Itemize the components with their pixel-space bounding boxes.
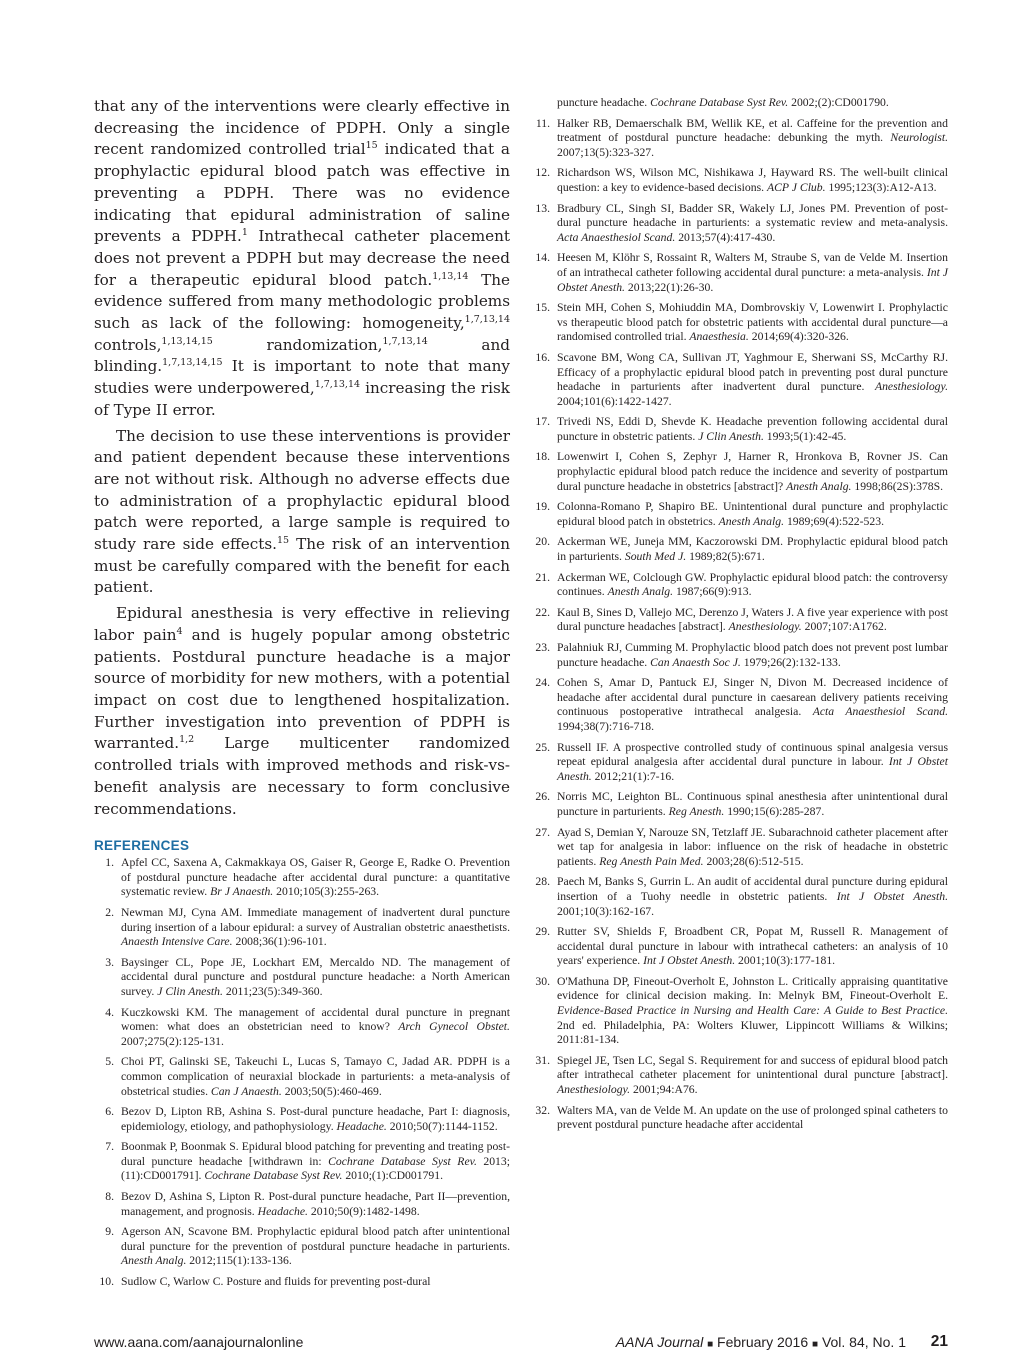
citation-superscript: 15 <box>365 140 378 152</box>
text-run: Boonmak P, Boonmak S. Epidural blood patching for preventing and treating post-dural puncture headache [withdrawn in: <box>121 1140 510 1168</box>
reference-number: 1. <box>105 856 114 870</box>
text-run: indicated that a prophylactic epidural blood patch was effective in preventing a PDPH. There was no evidence indicating that epidural administration of saline prevents a PDPH. <box>94 140 510 246</box>
citation-superscript: 1,7,13,14 <box>464 314 510 326</box>
text-run: 1994;38(7):716-718. <box>557 719 655 733</box>
reference-item <box>530 790 948 819</box>
text-run: Norris MC, Leighton BL. Continuous spinal anesthesia after unintentional dural puncture in parturients. <box>557 790 948 818</box>
citation-superscript: 1,13,14 <box>432 270 469 282</box>
text-run: Sudlow C, Warlow C. Posture and fluids for preventing post-dural <box>121 1275 431 1289</box>
text-run: O'Mathuna DP, Fineout-Overholt E, Johnston L. Critically appraising quantitative evidence for clinical decision making. In: Melnyk BM, Fineout-Overholt E. <box>557 974 948 1003</box>
page-footer <box>94 1334 948 1356</box>
journal-title: South Med J. <box>624 550 687 564</box>
journal-title: Anesthesiology. <box>874 380 948 394</box>
text-run: and is hugely popular among obstetric patients. Postdural puncture headache is a major source of morbidity for new mothers, with a potential impact on cost due to lengthened hospitalization. Further investigation into prevention of PDPH is warranted. <box>94 625 511 753</box>
reference-item <box>94 956 510 1000</box>
reference-number: 2. <box>105 905 114 919</box>
text-run: Bradbury CL, Singh SI, Badder SR, Wakely LJ, Jones PM. Prevention of post-dural puncture headache in parturients: a systematic review and meta-analysis. <box>557 201 948 230</box>
reference-number: 23. <box>535 641 550 654</box>
text-run: 1995;123(3):A12-A13. <box>825 180 937 194</box>
text-run: randomization, <box>212 335 383 354</box>
text-run: puncture headache. <box>557 96 651 109</box>
text-run: Newman MJ, Cyna AM. Immediate management of inadvertent dural puncture during insertion of a labour epidural: a survey of Australian obstetric anaesthetists. <box>121 905 510 934</box>
reference-number: 29. <box>535 925 550 939</box>
text-run: 2001;10(3):177-181. <box>735 954 836 968</box>
body-paragraph <box>94 603 510 820</box>
reference-item <box>94 1275 510 1290</box>
reference-item <box>530 571 948 600</box>
text-run: The evidence suffered from many methodologic problems such as lack of the following: homogeneity, <box>94 270 510 333</box>
text-run: 1993;5(1):42-45. <box>763 429 847 443</box>
text-run: 2010;50(9):1482-1498. <box>307 1204 420 1218</box>
text-run: 2010;(1):CD001791. <box>342 1169 444 1183</box>
text-run: Baysinger CL, Pope JE, Lockhart EM, Mercaldo ND. The management of accidental dural puncture and postdural puncture headache: a North American survey. <box>121 955 510 998</box>
body-paragraph <box>94 96 510 422</box>
text-run: Kaul B, Sines D, Vallejo MC, Derenzo J, Waters J. A five year experience with post dural puncture headaches [abstract]. <box>557 605 948 634</box>
text-run: Palahniuk RJ, Cumming M. Prophylactic blood patch does not prevent post lumbar puncture headache. <box>557 641 948 669</box>
reference-number: 7. <box>105 1140 114 1154</box>
reference-number: 12. <box>535 166 550 180</box>
text-run: It is important to note that many studies were underpowered, <box>94 357 510 398</box>
text-run: Ackerman WE, Colclough GW. Prophylactic epidural blood patch: the controversy continues. <box>557 570 948 599</box>
journal-title: Acta Anaesthesiol Scand. <box>557 230 676 244</box>
text-run: 2011;23(5):349-360. <box>222 984 323 998</box>
reference-item <box>530 741 948 785</box>
citation-superscript: 1 <box>241 227 248 239</box>
text-run: 1989;69(4):522-523. <box>784 514 884 528</box>
reference-number: 15. <box>535 301 550 315</box>
text-run: Cohen S, Amar D, Pantuck EJ, Singer N, Divon M. Decreased incidence of headache after accidental dural puncture in caesarean delivery patients receiving continuous postoperative intrathecal analgesia. <box>557 676 948 719</box>
journal-title: ACP J Club. <box>767 180 826 194</box>
journal-title: Reg Anesth. <box>668 804 725 818</box>
text-run: Agerson AN, Scavone BM. Prophylactic epidural blood patch after unintentional dural puncture for the prevention of postdural puncture headache in parturients. <box>121 1225 510 1253</box>
journal-title: Cochrane Database Syst Rev. <box>650 96 789 109</box>
text-run: that any of the interventions were clearly effective in decreasing the incidence of PDPH. Only a single recent randomized controlled trial <box>94 97 510 159</box>
reference-number: 19. <box>535 500 550 514</box>
journal-title: Can J Anaesth. <box>210 1084 282 1098</box>
reference-item <box>530 117 948 161</box>
reference-number: 11. <box>535 116 550 130</box>
journal-title: Anesthesiology. <box>557 1083 631 1097</box>
text-run: Paech M, Banks S, Gurrin L. An audit of accidental dural puncture during epidural insertion of a Tuohy needle in obstetric patients. <box>557 875 948 903</box>
reference-number: 14. <box>535 251 550 265</box>
journal-title: Int J Obstet Anesth. <box>557 755 948 783</box>
text-run: 2008;36(1):96-101. <box>232 935 327 949</box>
text-run: 2nd ed. Philadelphia, PA: Wolters Kluwer, Lippincott Williams & Wilkins; 2011:81-134. <box>557 1018 948 1047</box>
reference-number: 28. <box>535 875 550 889</box>
reference-item <box>94 856 510 900</box>
text-run: The decision to use these interventions is provider and patient dependent because these interventions are not without risk. Although no adverse effects due to administration of a prophylactic epidural blood patch were reported, a large sample is required to study rare side effects. <box>94 426 510 554</box>
text-run: 2010;105(3):255-263. <box>273 885 380 899</box>
text-run: Ackerman WE, Juneja MM, Kaczorowski DM. Prophylactic epidural blood patch in parturients. <box>557 535 948 564</box>
reference-item <box>530 166 948 195</box>
journal-title: Int J Obstet Anesth. <box>557 265 948 294</box>
text-run: Heesen M, Klöhr S, Rossaint R, Walters M, Straube S, van de Velde M. Insertion of an intrathecal catheter following accidental dural puncture: a meta-analysis. <box>557 251 948 279</box>
journal-title: Arch Gynecol Obstet. <box>398 1020 510 1034</box>
text-run: 2004;101(6):1422-1427. <box>557 394 672 408</box>
reference-item <box>94 1006 510 1050</box>
journal-title: Anaesth Intensive Care. <box>121 935 233 949</box>
text-run: 2007;275(2):125-131. <box>121 1034 224 1048</box>
reference-item <box>530 925 948 969</box>
journal-title: Anesth Analg. <box>607 585 674 599</box>
reference-item <box>530 606 948 635</box>
citation-superscript: 15 <box>276 535 290 547</box>
reference-item <box>94 1105 510 1134</box>
journal-title: Neurologist. <box>890 131 948 145</box>
page-number: 21 <box>930 1333 948 1350</box>
references-heading: REFERENCES <box>94 838 190 854</box>
text-run: 2001;94:A76. <box>630 1083 698 1097</box>
citation-superscript: 1,13,14,15 <box>161 335 213 347</box>
reference-item <box>530 351 948 409</box>
text-run: 2007;13(5):323-327. <box>557 145 655 159</box>
text-run: and blinding. <box>94 335 510 376</box>
text-run: 1989;82(5):671. <box>686 550 765 564</box>
text-run: Ayad S, Demian Y, Narouze SN, Tetzlaff JE. Subarachnoid catheter placement after wet tap for analgesia in labor: influence on the risk of headache in obstetric patients. <box>557 825 948 868</box>
journal-title: Cochrane Database Syst Rev. <box>204 1169 343 1183</box>
reference-number: 20. <box>535 535 550 549</box>
journal-title: Can Anaesth Soc J. <box>650 655 741 669</box>
journal-title: Anesth Analg. <box>718 514 785 528</box>
journal-title: Anaesthesia. <box>689 330 749 344</box>
reference-number: 30. <box>535 974 550 988</box>
text-run: 2014;69(4):320-326. <box>748 330 849 344</box>
reference-item <box>530 875 948 919</box>
text-run: 2012;115(1):133-136. <box>186 1254 292 1268</box>
body-paragraph <box>94 426 510 600</box>
reference-item <box>530 202 948 246</box>
text-run: Walters MA, van de Velde M. An update on the use of prolonged spinal catheters to prevent postdural puncture headache after accidental <box>557 1103 948 1132</box>
reference-number: 5. <box>105 1055 114 1069</box>
reference-list-right <box>530 96 948 1133</box>
reference-number: 4. <box>105 1005 114 1019</box>
reference-number: 13. <box>535 201 550 215</box>
reference-item <box>94 1140 510 1184</box>
text-run: Colonna-Romano P, Shapiro BE. Unintentional dural puncture and prophylactic epidural blood patch in obstetrics. <box>557 500 948 528</box>
text-run: 1979;26(2):132-133. <box>740 655 841 669</box>
reference-number: 22. <box>535 605 550 619</box>
text-run: 1990;15(6):285-287. <box>724 804 825 818</box>
reference-item <box>530 535 948 564</box>
text-run: Kuczkowski KM. The management of accidental dural puncture in pregnant women: what does an obstetrician need to know? <box>121 1005 510 1034</box>
text-run: 2013;(11):CD001791]. <box>121 1154 510 1183</box>
text-run: 1987;66(9):913. <box>673 585 752 599</box>
text-run: 2013;22(1):26-30. <box>624 280 714 294</box>
reference-number: 27. <box>535 825 550 839</box>
reference-item <box>530 641 948 670</box>
journal-title: Br J Anaesth. <box>210 885 274 899</box>
reference-number: 9. <box>105 1225 114 1239</box>
journal-title: Evidence-Based Practice in Nursing and Health Care: A Guide to Best Practice. <box>557 1004 948 1018</box>
text-run: increasing the risk of Type II error. <box>94 379 510 419</box>
text-run: Russell IF. A prospective controlled study of continuous spinal analgesia versus repeat epidural analgesia after accidental dural puncture in labour. <box>557 740 948 769</box>
journal-title: Anesth Analg. <box>121 1254 187 1268</box>
reference-number: 6. <box>105 1105 114 1119</box>
text-run: Stein MH, Cohen S, Mohiuddin MA, Dombrovskiy V, Lowenwirt I. Prophylactic vs therapeutic blood patch for obstetric patients with accidental dural puncture—a randomised controlled trial. <box>557 301 948 344</box>
text-run: Choi PT, Galinski SE, Takeuchi L, Lucas S, Tamayo C, Jadad AR. PDPH is a common complication of neuraxial blockade in parturients: a meta-analysis of obstetrical studies. <box>121 1055 510 1098</box>
text-run: Bezov D, Ashina S, Lipton R. Post-dural puncture headache, Part II—prevention, management, and prognosis. <box>121 1190 510 1218</box>
text-run: 2002;(2):CD001790. <box>788 96 889 109</box>
reference-number: 32. <box>535 1103 550 1117</box>
reference-item <box>530 676 948 734</box>
text-run: Lowenwirt I, Cohen S, Zephyr J, Harner R, Hronkova B, Rovner JS. Can prophylactic epidural blood patch reduce the incidence and severity of postpartum dural puncture headache in obstetrics [abstract]? <box>557 450 948 493</box>
text-run: Halker RB, Demaerschalk BM, Wellik KE, et al. Caffeine for the prevention and treatment of postdural puncture headache: debunking the myth. <box>557 116 948 145</box>
reference-item <box>94 1055 510 1099</box>
journal-title: Anesth Analg. <box>786 479 852 493</box>
volume-number: Vol. 84, No. 1 <box>821 1334 906 1350</box>
journal-title: Int J Obstet Anesth. <box>643 954 736 968</box>
journal-title: Cochrane Database Syst Rev. <box>328 1154 477 1168</box>
citation-superscript: 4 <box>176 625 183 637</box>
journal-title: Headache. <box>336 1119 387 1133</box>
text-run: 2001;10(3):162-167. <box>557 904 655 918</box>
text-run: Trivedi NS, Eddi D, Shevde K. Headache prevention following accidental dural puncture in obstetric patients. <box>557 415 948 443</box>
reference-item <box>94 1225 510 1269</box>
reference-number: 3. <box>105 955 114 969</box>
journal-name: AANA Journal <box>615 1334 704 1350</box>
journal-url[interactable]: www.aana.com/aanajournalonline <box>94 1334 304 1350</box>
separator: ■ <box>707 1339 714 1350</box>
reference-item <box>530 500 948 529</box>
reference-number: 10. <box>99 1275 114 1289</box>
journal-title: J Clin Anesth. <box>698 429 764 443</box>
citation-superscript: 1,2 <box>179 734 195 746</box>
citation-superscript: 1,7,13,14 <box>382 335 428 347</box>
reference-number: 21. <box>535 570 550 584</box>
reference-item <box>530 415 948 444</box>
text-run: Intrathecal catheter placement does not prevent a PDPH but may decrease the need for a therapeutic epidural blood patch. <box>94 227 510 289</box>
reference-number: 26. <box>535 790 550 804</box>
reference-item <box>530 1104 948 1133</box>
reference-number: 8. <box>105 1190 114 1204</box>
reference-item <box>94 906 510 950</box>
reference-number: 18. <box>535 450 550 464</box>
text-run: 2007;107:A1762. <box>801 620 887 634</box>
issue-date: February 2016 <box>717 1334 809 1350</box>
reference-item <box>530 251 948 295</box>
text-run: 2012;21(1):7-16. <box>591 769 675 783</box>
text-run: Epidural anesthesia is very effective in relieving labor pain <box>94 604 510 644</box>
text-run: 2010;50(7):1144-1152. <box>386 1119 498 1133</box>
reference-item <box>530 96 948 111</box>
reference-number: 25. <box>535 740 550 754</box>
reference-item <box>530 1054 948 1098</box>
reference-number: 24. <box>535 676 550 690</box>
text-run: 1998;86(2S):378S. <box>851 479 944 493</box>
reference-item <box>94 1190 510 1219</box>
text-run: The risk of an intervention must be carefully compared with the benefit for each patient. <box>94 535 510 597</box>
journal-title: Headache. <box>257 1204 308 1218</box>
reference-item <box>530 301 948 345</box>
citation-superscript: 1,7,13,14 <box>314 379 361 391</box>
reference-number: 16. <box>535 350 550 364</box>
reference-item <box>530 826 948 870</box>
text-run: 2013;57(4):417-430. <box>675 230 776 244</box>
reference-item <box>530 975 948 1048</box>
journal-citation <box>616 1334 906 1350</box>
text-run: 2003;50(5):460-469. <box>281 1084 382 1098</box>
text-run: Apfel CC, Saxena A, Cakmakkaya OS, Gaiser R, George E, Radke O. Prevention of postdural puncture headache after accidental dural puncture: a quantitative systematic review. <box>121 856 510 899</box>
right-column <box>530 96 948 1139</box>
journal-title: Acta Anaesthesiol Scand. <box>812 705 949 719</box>
text-run: controls, <box>94 335 162 354</box>
journal-title: J Clin Anesth. <box>157 984 223 998</box>
reference-number: 17. <box>535 415 550 429</box>
text-run: Rutter SV, Shields F, Broadbent CR, Popat M, Russell R. Management of accidental dural puncture in labour with intrathecal catheters: an analysis of 10 years' experience. <box>557 925 948 968</box>
separator: ■ <box>812 1339 819 1350</box>
reference-number: 31. <box>535 1053 550 1067</box>
reference-item <box>530 450 948 494</box>
journal-title: Reg Anesth Pain Med. <box>599 854 704 868</box>
text-run: Bezov D, Lipton RB, Ashina S. Post-dural puncture headache, Part I: diagnosis, epidemiology, etiology, and pathophysiology. <box>121 1105 510 1133</box>
text-run: Scavone BM, Wong CA, Sullivan JT, Yaghmour E, Sherwani SS, McCarthy RJ. Efficacy of a prophylactic epidural blood patch in preventing post dural puncture headache in parturients after inadvertent dural puncture. <box>557 350 948 394</box>
citation-superscript: 1,7,13,14,15 <box>162 357 223 369</box>
left-column <box>94 96 510 1296</box>
text-run: Large multicenter randomized controlled trials with improved methods and risk-vs-benefit analysis are necessary to form conclusive recommendations. <box>94 734 510 818</box>
journal-title: Anesthesiology. <box>728 620 802 634</box>
journal-title: Int J Obstet Anesth. <box>836 889 948 903</box>
reference-list-left <box>94 856 510 1289</box>
text-run: Richardson WS, Wilson MC, Nishikawa J, Hayward RS. The well-built clinical question: a key to evidence-based decisions. <box>557 166 948 194</box>
text-run: 2003;28(6):512-515. <box>703 854 804 868</box>
text-run: Spiegel JE, Tsen LC, Segal S. Requirement for and success of epidural blood patch after intrathecal catheter placement for unintentional dural puncture [abstract]. <box>557 1053 948 1082</box>
